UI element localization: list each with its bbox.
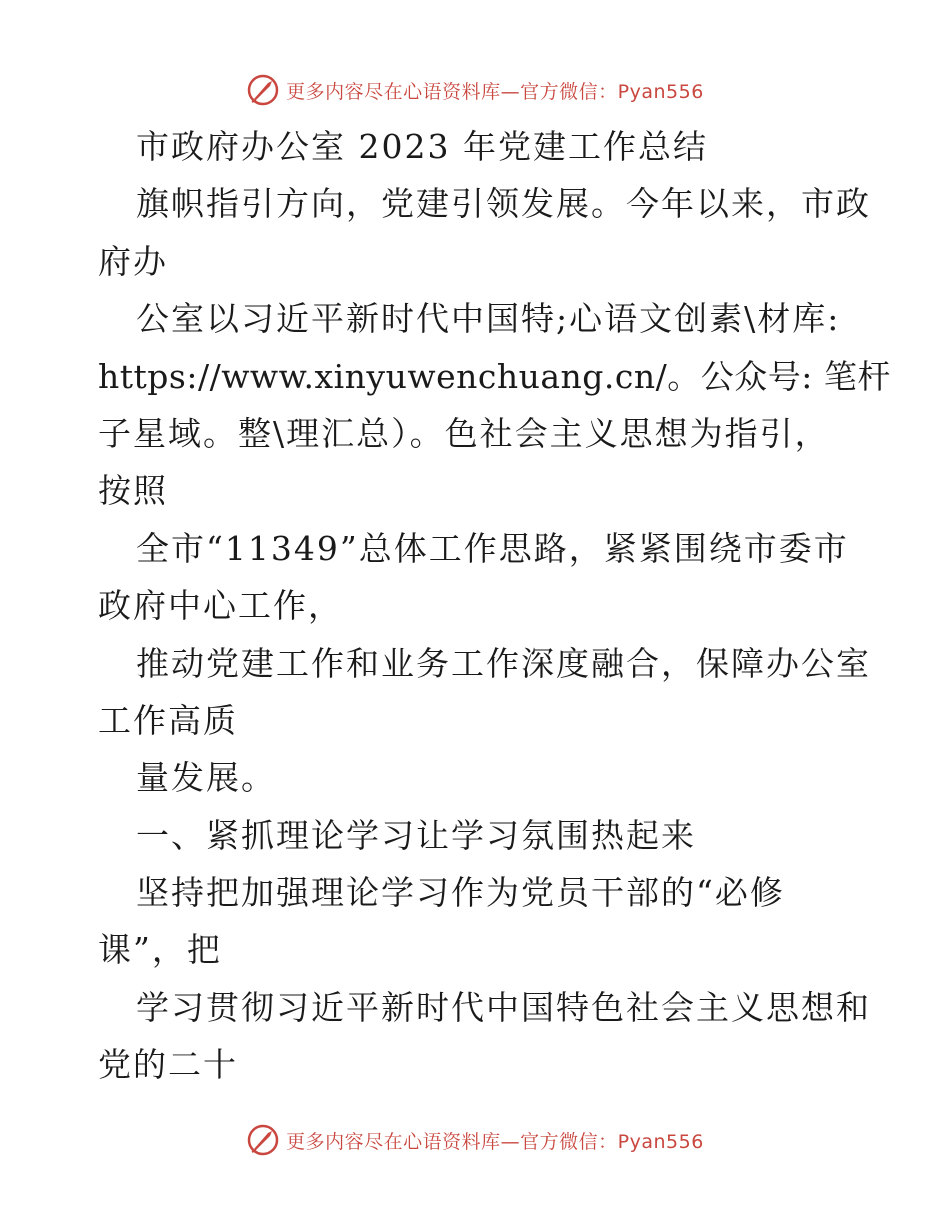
text-line: 按照 [98, 471, 168, 511]
text-line: 坚持把加强理论学习作为党员干部的“必修 [136, 873, 785, 913]
text-line: 旗帜指引方向，党建引领发展。今年以来，市政 [136, 184, 871, 224]
text-line: https://www.xinyuwenchuang.cn/。公众号: 笔杆 [98, 356, 891, 396]
footer-banner-text: 更多内容尽在心语资料库—官方微信：Pyan556 [286, 1130, 704, 1153]
text-line: 课”，把 [98, 930, 222, 970]
text-line: 政府中心工作， [98, 586, 343, 626]
quill-pen-logo-icon [246, 1123, 280, 1157]
text-line: 子星域。整\理汇总）。色社会主义思想为指引， [98, 413, 830, 453]
header-banner-text: 更多内容尽在心语资料库—官方微信：Pyan556 [286, 80, 704, 103]
text-line: 市政府办公室 2023 年党建工作总结 [136, 127, 708, 166]
text-line: 一、紧抓理论学习让学习氛围热起来 [136, 815, 696, 855]
text-line: 推动党建工作和业务工作深度融合，保障办公室 [136, 643, 871, 683]
quill-pen-logo-icon [246, 73, 280, 107]
text-line: 党的二十 [98, 1045, 238, 1085]
text-line: 全市“11349”总体工作思路，紧紧围绕市委市 [136, 528, 849, 568]
text-line: 公室以习近平新时代中国特;心语文创素\材库: [136, 299, 841, 339]
text-line: 府办 [98, 241, 168, 281]
footer-banner [0, 1120, 950, 1160]
document-body [98, 118, 891, 1094]
text-line: 量发展。 [136, 758, 276, 798]
header-banner [0, 70, 950, 110]
text-line: 工作高质 [98, 700, 238, 740]
text-line: 学习贯彻习近平新时代中国特色社会主义思想和 [136, 987, 871, 1027]
